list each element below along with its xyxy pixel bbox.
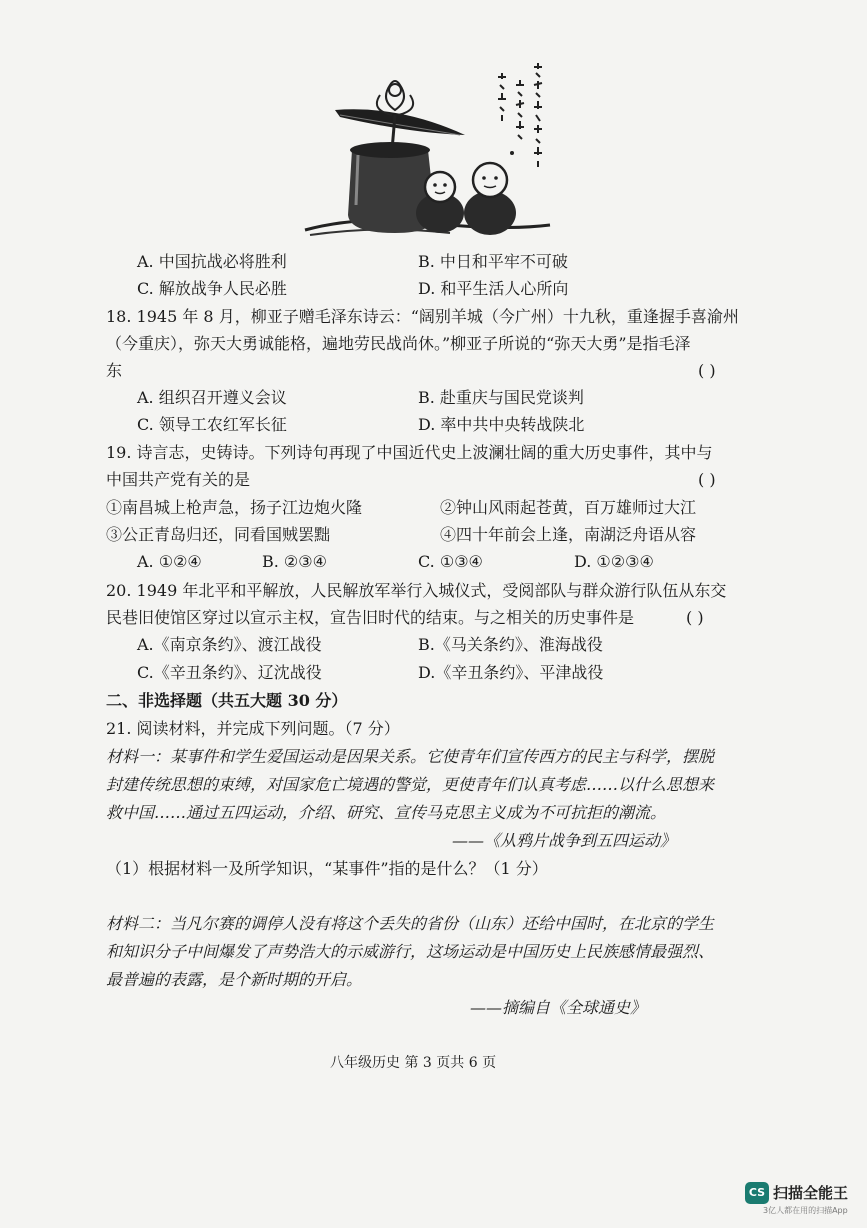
q21-material1-source: ——《从鸦片战争到五四运动》 xyxy=(452,831,677,850)
q21-question-1: （1）根据材料一及所学知识，“某事件”指的是什么？（1 分） xyxy=(106,859,548,878)
q18-stem-line1: 18. 1945 年 8 月，柳亚子赠毛泽东诗云：“阔别羊城（今广州）十九秋，重逢握手喜渝州 xyxy=(106,307,739,326)
q19-option-b: B. ②③④ xyxy=(262,552,327,571)
q17-option-c: C. 解放战争人民必胜 xyxy=(137,279,287,298)
q20-option-d: D.《辛丑条约》、平津战役 xyxy=(418,663,604,682)
q19-option-a: A. ①②④ xyxy=(137,552,202,571)
q19-poem-1: ①南昌城上枪声急，扬子江边炮火隆 xyxy=(106,498,363,517)
q18-option-b: B. 赴重庆与国民党谈判 xyxy=(418,388,584,407)
q18-option-d: D. 率中共中央转战陕北 xyxy=(418,415,585,434)
q21-material1-line1: 材料一：某事件和学生爱国运动是因果关系。它使青年们宣传西方的民主与科学，摆脱 xyxy=(106,747,715,766)
q21-intro: 21. 阅读材料，并完成下列问题。（7 分） xyxy=(106,719,400,738)
q19-poem-2: ②钟山风雨起苍黄，百万雄师过大江 xyxy=(440,498,697,517)
q19-stem-line2: 中国共产党有关的是 xyxy=(106,470,251,489)
q18-answer-paren: ( ) xyxy=(698,361,716,380)
q19-poem-4: ④四十年前会上逢，南湖泛舟语从容 xyxy=(440,525,697,544)
q20-option-a: A.《南京条约》、渡江战役 xyxy=(137,635,322,654)
scanner-logo-icon: CS xyxy=(745,1182,769,1204)
q18-option-a: A. 组织召开遵义会议 xyxy=(137,388,287,407)
q17-option-b: B. 中日和平牢不可破 xyxy=(418,252,568,271)
q21-material2-line2: 和知识分子中间爆发了声势浩大的示威游行，这场运动是中国历史上民族感情最强烈、 xyxy=(106,942,715,961)
vase-lotus-dolls-illustration xyxy=(300,55,560,245)
q19-option-c: C. ①③④ xyxy=(418,552,483,571)
scanner-tagline: 3亿人都在用的扫描App xyxy=(763,1206,848,1215)
scanner-app-name: 扫描全能王 xyxy=(773,1184,849,1202)
q17-option-d: D. 和平生活人心所向 xyxy=(418,279,569,298)
q18-stem-line2: （今重庆），弥天大勇诚能格，遍地劳民战尚休。”柳亚子所说的“弥天大勇”是指毛泽 xyxy=(106,334,691,353)
q19-answer-paren: ( ) xyxy=(698,470,716,489)
q20-option-b: B.《马关条约》、淮海战役 xyxy=(418,635,603,654)
q19-poem-3: ③公正青岛归还，同看国贼罢黜 xyxy=(106,525,331,544)
page-footer: 八年级历史 第 3 页共 6 页 xyxy=(330,1055,497,1071)
scanner-watermark xyxy=(745,1180,857,1220)
q21-material2-line1: 材料二：当凡尔赛的调停人没有将这个丢失的省份（山东）还给中国时，在北京的学生 xyxy=(106,914,715,933)
q21-material1-line2: 封建传统思想的束缚，对国家危亡境遇的警觉，更使青年们认真考虑……以什么思想来 xyxy=(106,775,715,794)
section-title: 二、非选择题（共五大题 30 分） xyxy=(106,691,348,710)
q21-material2-line3: 最普遍的表露，是个新时期的开启。 xyxy=(106,970,363,989)
q19-stem-line1: 19. 诗言志，史铸诗。下列诗句再现了中国近代史上波澜壮阔的重大历史事件，其中与 xyxy=(106,443,713,462)
q19-option-d: D. ①②③④ xyxy=(574,552,654,571)
q20-stem-line2: 民巷旧使馆区穿过以宣示主权，宣告旧时代的结束。与之相关的历史事件是 xyxy=(106,608,635,627)
q18-stem-line3: 东 xyxy=(106,361,123,380)
q21-material2-source: ——摘编自《全球通史》 xyxy=(470,998,647,1017)
q17-option-a: A. 中国抗战必将胜利 xyxy=(137,252,287,271)
q20-option-c: C.《辛丑条约》、辽沈战役 xyxy=(137,663,322,682)
q20-stem-line1: 20. 1949 年北平和平解放，人民解放军举行入城仪式，受阅部队与群众游行队伍从东交 xyxy=(106,581,727,600)
q20-answer-paren: ( ) xyxy=(686,608,704,627)
q18-option-c: C. 领导工农红军长征 xyxy=(137,415,287,434)
q21-material1-line3: 救中国……通过五四运动，介绍、研究、宣传马克思主义成为不可抗拒的潮流。 xyxy=(106,803,667,822)
